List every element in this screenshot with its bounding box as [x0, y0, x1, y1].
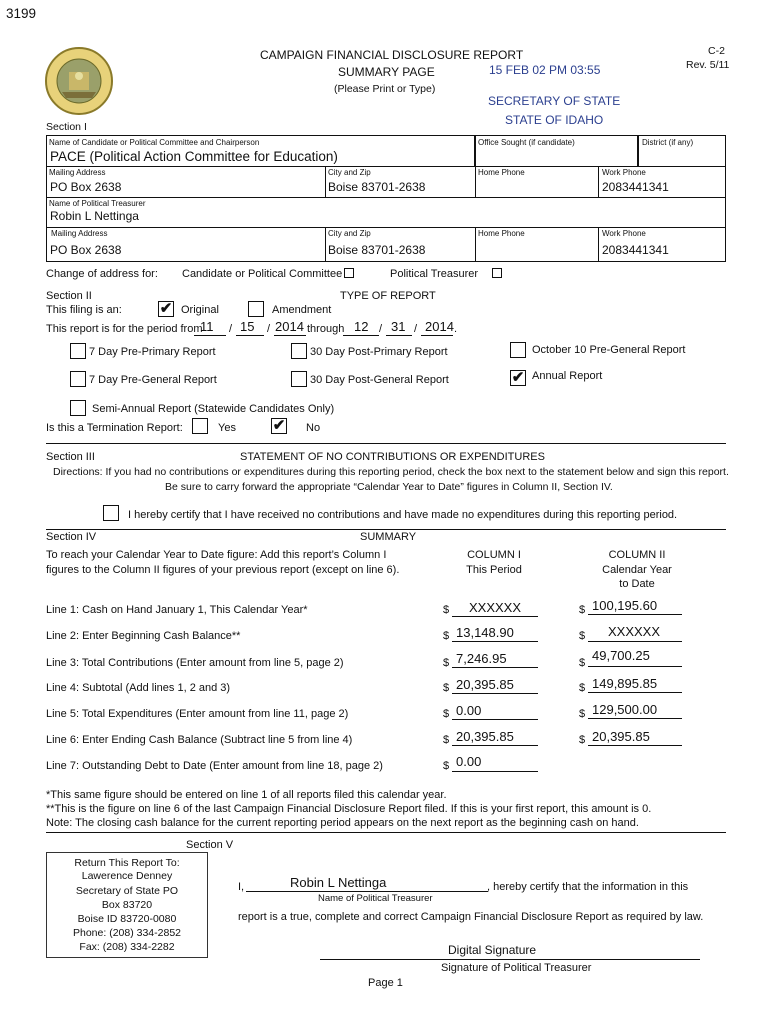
change-address-label: Change of address for:	[46, 268, 158, 280]
district-label: District (if any)	[642, 138, 694, 147]
line-1-col2-currency: $	[579, 604, 586, 616]
line-1-col1-underline	[452, 616, 538, 617]
to-year[interactable]: 2014	[425, 319, 454, 334]
line-2-col1-currency: $	[443, 630, 450, 642]
line-7-col1-value[interactable]: 0.00	[456, 754, 482, 769]
home-phone-label: Home Phone	[478, 168, 525, 177]
column-1-subheading: This Period	[466, 564, 522, 576]
work-phone-field[interactable]	[598, 166, 726, 198]
line-1-col2-underline	[588, 614, 682, 615]
original-check-mark: ✔	[159, 300, 173, 317]
footnote-2: **This is the figure on line 6 of the last Campaign Financial Disclosure Report filed. If this is your first report, this amount is 0.	[46, 803, 652, 815]
line-1-col2-value[interactable]: 100,195.60	[592, 598, 658, 613]
line-5-col2-value[interactable]: 129,500.00	[592, 702, 658, 717]
section-3-label: Section III	[46, 451, 95, 463]
print-instruction: (Please Print or Type)	[334, 83, 436, 95]
signature-underline	[320, 959, 700, 960]
treasurer-name-caption: Name of Political Treasurer	[318, 893, 433, 904]
line-6-col2-currency: $	[579, 734, 586, 746]
from-year[interactable]: 2014	[275, 319, 304, 334]
summary-line-7-label: Line 7: Outstanding Debt to Date (Enter amount from line 18, page 2)	[46, 760, 383, 772]
form-revision: Rev. 5/11	[686, 59, 730, 71]
amendment-label: Amendment	[272, 304, 332, 316]
summary-heading: SUMMARY	[360, 531, 417, 543]
summary-line-3-label: Line 3: Total Contributions (Enter amount from line 5, page 2)	[46, 657, 344, 669]
treasurer-mailing-field[interactable]	[46, 227, 326, 262]
line-5-col2-underline	[588, 718, 682, 719]
received-stamp-state: STATE OF IDAHO	[505, 113, 604, 127]
from-day[interactable]: 15	[240, 319, 255, 334]
work-phone-label: Work Phone	[602, 168, 646, 177]
7day-pre-general-checkbox[interactable]	[70, 371, 86, 387]
no-contributions-certify-text: I hereby certify that I have received no contributions and have made no expenditures during this reporting period.	[128, 509, 678, 521]
form-code: C-2	[708, 45, 725, 57]
report-subtitle: SUMMARY PAGE	[338, 65, 435, 79]
treasurer-city-value: Boise 83701-2638	[328, 243, 426, 257]
line-1-col1-value[interactable]: XXXXXX	[469, 600, 522, 615]
line-6-col2-value[interactable]: 20,395.85	[592, 729, 650, 744]
page-number: Page 1	[368, 977, 403, 989]
line-4-col1-currency: $	[443, 682, 450, 694]
section-1-label: Section I	[46, 121, 87, 133]
line-7-col1-underline	[452, 771, 538, 772]
return-line-2: Lawerence Denney	[81, 870, 173, 882]
section-3-directions-2: Be sure to carry forward the appropriate “Calendar Year to Date” figures in Column II, Section IV.	[165, 481, 613, 493]
summary-line-5-label: Line 5: Total Expenditures (Enter amount from line 11, page 2)	[46, 708, 349, 720]
termination-yes-label: Yes	[218, 422, 236, 434]
change-treasurer-checkbox[interactable]	[492, 268, 502, 278]
treasurer-work-phone-value: 2083441341	[602, 243, 669, 257]
line-4-col2-underline	[588, 692, 682, 693]
line-3-col1-currency: $	[443, 657, 450, 669]
to-day[interactable]: 31	[391, 319, 406, 334]
report-title: CAMPAIGN FINANCIAL DISCLOSURE REPORT	[260, 48, 524, 62]
from-month-line	[194, 335, 226, 336]
mailing-address-field[interactable]	[46, 166, 326, 198]
no-contributions-checkbox[interactable]	[103, 505, 119, 521]
line-3-col2-currency: $	[579, 657, 586, 669]
return-line-1: Return This Report To:	[74, 857, 180, 869]
return-line-7: Fax: (208) 334-2282	[79, 941, 175, 953]
received-stamp-date: 15 FEB 02 PM 03:55	[489, 63, 601, 77]
from-slash-1: /	[229, 323, 233, 335]
from-slash-2: /	[267, 323, 271, 335]
column-2-heading: COLUMN II	[608, 549, 666, 561]
return-line-4: Box 83720	[101, 899, 153, 911]
semiannual-label: Semi-Annual Report (Statewide Candidates Only)	[92, 403, 335, 415]
from-year-line	[274, 335, 306, 336]
line-2-col1-underline	[452, 641, 538, 642]
to-month[interactable]: 12	[354, 319, 369, 334]
summary-intro-1: To reach your Calendar Year to Date figure: Add this report’s Column I	[46, 549, 387, 561]
return-line-6: Phone: (208) 334-2852	[73, 927, 181, 939]
from-month[interactable]: 11	[200, 319, 214, 334]
oct10-pre-general-checkbox[interactable]	[510, 342, 526, 358]
period-end-mark: .	[454, 323, 458, 335]
treasurer-mailing-value: PO Box 2638	[50, 243, 122, 257]
to-month-line	[343, 335, 379, 336]
annual-report-label: Annual Report	[532, 370, 603, 382]
line-6-col1-underline	[452, 745, 538, 746]
no-contributions-heading: STATEMENT OF NO CONTRIBUTIONS OR EXPENDITURES	[240, 451, 545, 463]
from-day-line	[236, 335, 264, 336]
oct10-pre-general-label: October 10 Pre-General Report	[532, 344, 686, 356]
treasurer-city-label: City and Zip	[328, 229, 371, 238]
line-5-col2-currency: $	[579, 708, 586, 720]
divider-section-4	[46, 529, 726, 530]
to-slash-1: /	[379, 323, 383, 335]
footnote-1: *This same figure should be entered on line 1 of all reports filed this calendar year.	[46, 789, 447, 801]
annual-check-mark: ✔	[511, 369, 525, 386]
city-zip-label: City and Zip	[328, 168, 371, 177]
treasurer-work-phone-field[interactable]	[598, 227, 726, 262]
return-address-box	[46, 852, 208, 958]
to-slash-2: /	[414, 323, 418, 335]
city-zip-value: Boise 83701-2638	[328, 180, 426, 194]
treasurer-mailing-label: Mailing Address	[51, 229, 108, 238]
candidate-name-value: PACE (Political Action Committee for Education)	[50, 149, 338, 164]
to-day-line	[386, 335, 412, 336]
section-5-label: Section V	[186, 839, 234, 851]
line-3-col1-value[interactable]: 7,246.95	[456, 651, 507, 666]
idaho-state-seal	[44, 46, 114, 116]
original-label: Original	[181, 304, 219, 316]
section-3-directions-1: Directions: If you had no contributions or expenditures during this reporting period, check the box next to the statement below and sign this report.	[53, 466, 729, 478]
line-4-col2-value[interactable]: 149,895.85	[592, 676, 658, 691]
termination-yes-checkbox[interactable]	[192, 418, 208, 434]
certify-statement-line-2: report is a true, complete and correct Campaign Financial Disclosure Report as required by law.	[238, 911, 704, 923]
home-phone-field[interactable]	[475, 166, 599, 198]
column-2-subheading-1: Calendar Year	[602, 564, 672, 576]
line-3-col2-underline	[588, 666, 682, 667]
7day-pre-general-label: 7 Day Pre-General Report	[89, 374, 217, 386]
line-6-col2-underline	[588, 745, 682, 746]
through-label: through	[307, 323, 345, 335]
filing-type-label: This filing is an:	[46, 304, 122, 316]
semiannual-checkbox[interactable]	[70, 400, 86, 416]
line-4-col2-currency: $	[579, 682, 586, 694]
line-1-col1-currency: $	[443, 604, 450, 616]
line-3-col2-value[interactable]: 49,700.25	[592, 648, 650, 663]
summary-line-2-label: Line 2: Enter Beginning Cash Balance**	[46, 630, 241, 642]
treasurer-name-field[interactable]	[46, 197, 726, 228]
line-5-col1-value[interactable]: 0.00	[456, 703, 482, 718]
return-line-5: Boise ID 83720-0080	[77, 913, 177, 925]
signature-caption: Signature of Political Treasurer	[441, 962, 592, 974]
line-7-col1-currency: $	[443, 760, 450, 772]
digital-signature[interactable]: Digital Signature	[448, 943, 537, 957]
line-4-col1-value[interactable]: 20,395.85	[456, 677, 514, 692]
treasurer-home-phone-field[interactable]	[475, 227, 599, 262]
summary-line-4-label: Line 4: Subtotal (Add lines 1, 2 and 3)	[46, 682, 231, 694]
column-1-heading: COLUMN I	[467, 549, 521, 561]
line-5-col1-underline	[452, 719, 538, 720]
change-candidate-checkbox[interactable]	[344, 268, 354, 278]
office-sought-label: Office Sought (if candidate)	[478, 138, 575, 147]
period-label: This report is for the period from	[46, 323, 203, 335]
line-2-col2-underline	[588, 641, 682, 642]
mailing-address-label: Mailing Address	[49, 168, 106, 177]
line-5-col1-currency: $	[443, 708, 450, 720]
certifying-treasurer-name[interactable]: Robin L Nettinga	[290, 875, 387, 890]
30day-post-general-checkbox[interactable]	[291, 371, 307, 387]
termination-no-label: No	[306, 422, 321, 434]
divider-section-3	[46, 443, 726, 444]
received-stamp-office: SECRETARY OF STATE	[488, 94, 621, 108]
line-2-col2-value[interactable]: XXXXXX	[608, 624, 661, 639]
type-of-report-heading: TYPE OF REPORT	[340, 290, 436, 302]
change-candidate-label: Candidate or Political Committee	[182, 268, 343, 280]
treasurer-home-phone-label: Home Phone	[478, 229, 525, 238]
section-2-label: Section II	[46, 290, 92, 302]
office-sought-field[interactable]	[475, 135, 638, 167]
line-4-col1-underline	[452, 693, 538, 694]
30day-post-primary-label: 30 Day Post-Primary Report	[310, 346, 448, 358]
footnote-3: Note: The closing cash balance for the current reporting period appears on the next report as the beginning cash on hand.	[46, 817, 639, 829]
return-line-3: Secretary of State PO	[75, 885, 179, 897]
to-year-line	[421, 335, 453, 336]
summary-line-6-label: Line 6: Enter Ending Cash Balance (Subtract line 5 from line 4)	[46, 734, 353, 746]
summary-intro-2: figures to the Column II figures of your previous report (except on line 6).	[46, 564, 400, 576]
termination-no-check-mark: ✔	[272, 417, 286, 434]
line-3-col1-underline	[452, 667, 538, 668]
certify-statement-tail: , hereby certify that the information in this	[487, 881, 689, 893]
work-phone-value: 2083441341	[602, 180, 669, 194]
line-2-col1-value[interactable]: 13,148.90	[456, 625, 514, 640]
column-2-subheading-2: to Date	[619, 578, 655, 590]
summary-line-1-label: Line 1: Cash on Hand January 1, This Calendar Year*	[46, 604, 308, 616]
treasurer-name-underline	[246, 891, 488, 892]
candidate-name-label: Name of Candidate or Political Committee and Chairperson	[49, 138, 260, 147]
amendment-checkbox[interactable]	[248, 301, 264, 317]
document-number: 3199	[6, 6, 37, 21]
7day-pre-primary-label: 7 Day Pre-Primary Report	[89, 346, 216, 358]
treasurer-city-field[interactable]	[325, 227, 476, 262]
30day-post-primary-checkbox[interactable]	[291, 343, 307, 359]
line-6-col1-value[interactable]: 20,395.85	[456, 729, 514, 744]
change-treasurer-label: Political Treasurer	[390, 268, 479, 280]
city-zip-field[interactable]	[325, 166, 476, 198]
30day-post-general-label: 30 Day Post-General Report	[310, 374, 449, 386]
treasurer-work-phone-label: Work Phone	[602, 229, 646, 238]
divider-section-5	[46, 832, 726, 833]
line-6-col1-currency: $	[443, 734, 450, 746]
treasurer-name-label: Name of Political Treasurer	[49, 199, 146, 208]
mailing-address-value: PO Box 2638	[50, 180, 122, 194]
line-2-col2-currency: $	[579, 630, 586, 642]
candidate-name-field[interactable]	[46, 135, 475, 167]
7day-pre-primary-checkbox[interactable]	[70, 343, 86, 359]
termination-label: Is this a Termination Report:	[46, 422, 183, 434]
treasurer-name-value: Robin L Nettinga	[50, 209, 139, 223]
certify-i-label: I,	[238, 881, 245, 893]
section-4-label: Section IV	[46, 531, 97, 543]
district-field[interactable]	[638, 135, 726, 167]
